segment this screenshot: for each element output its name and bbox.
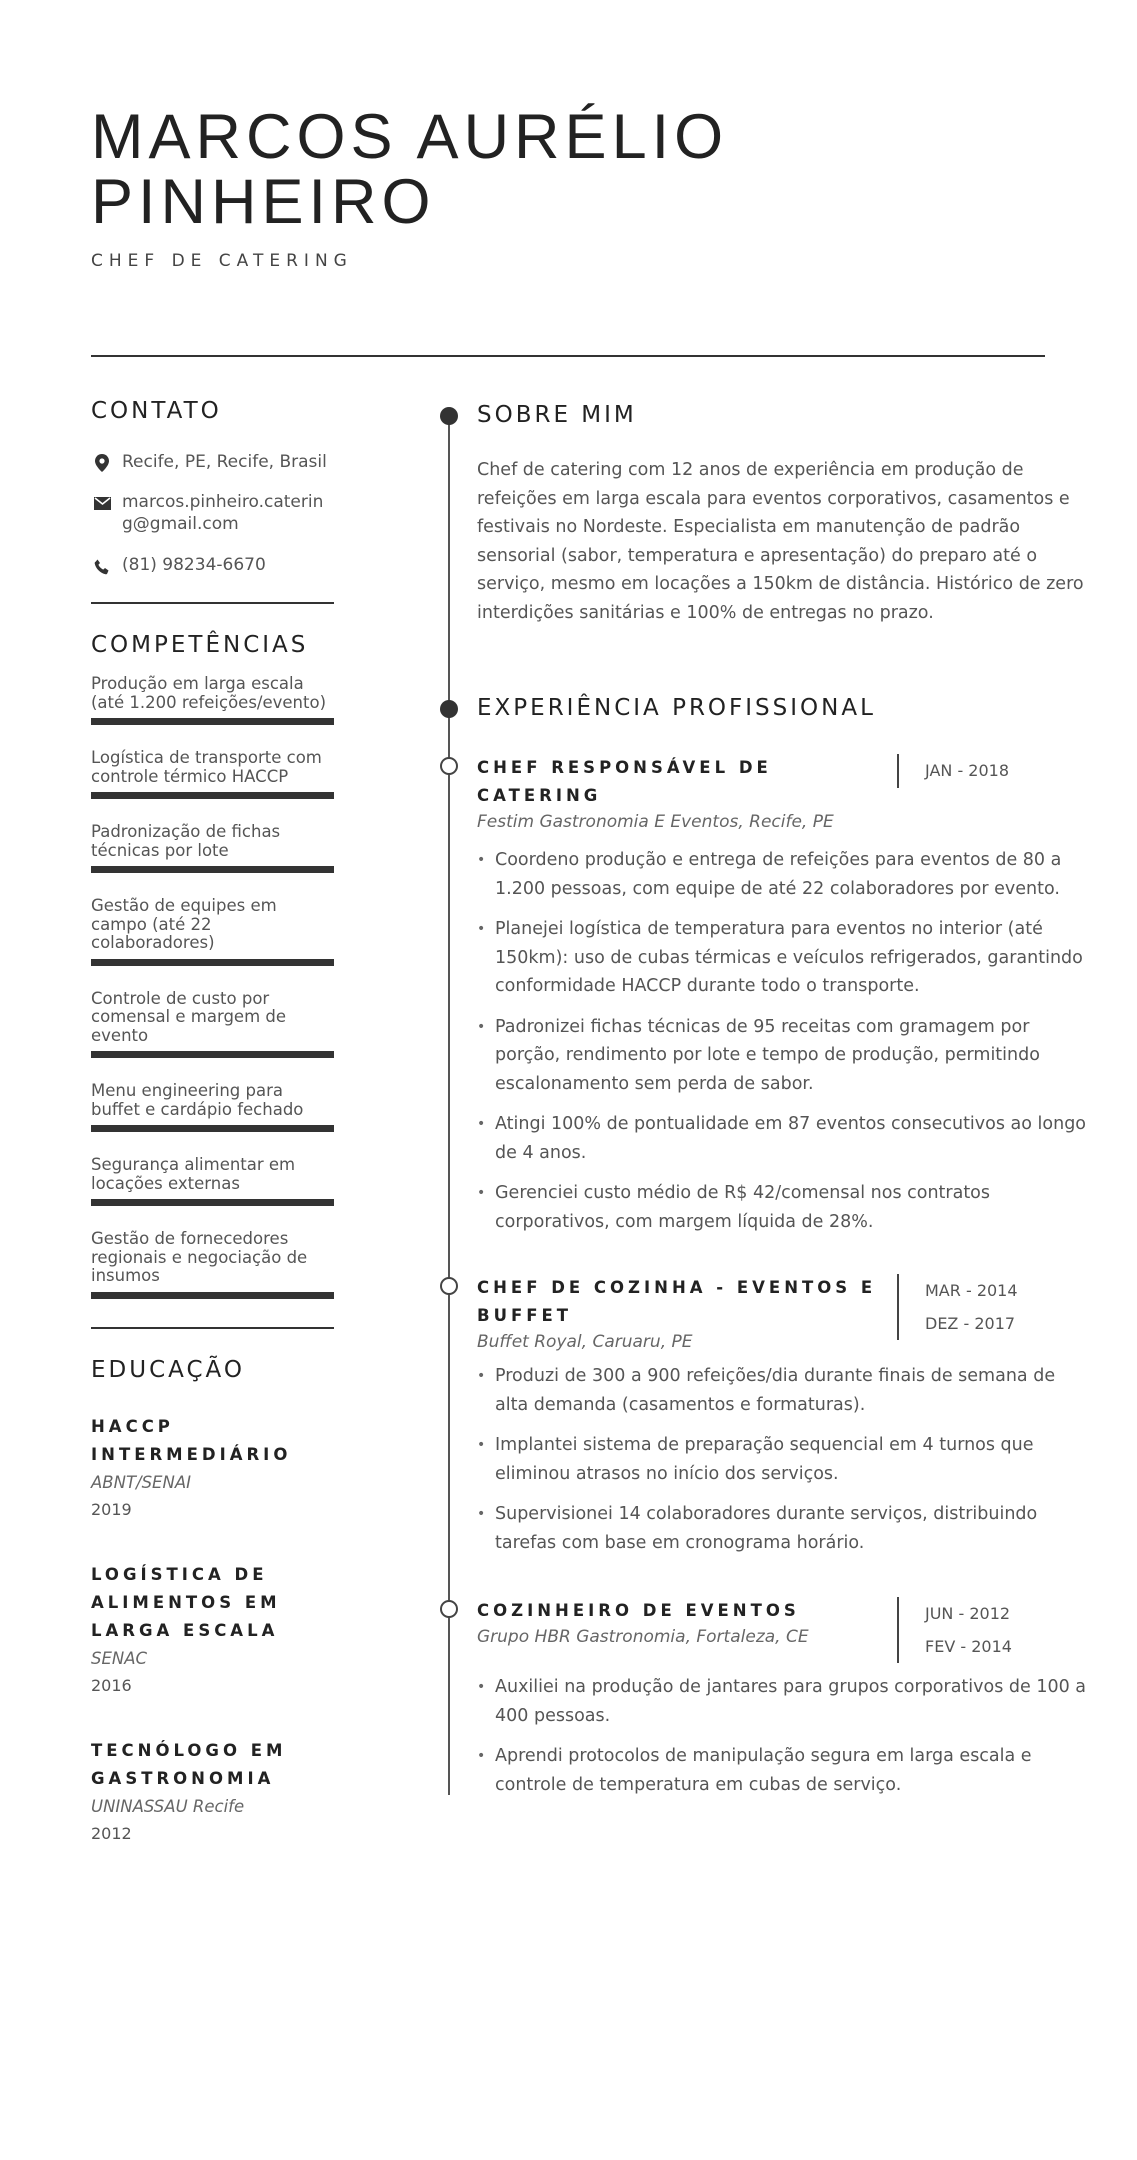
skill-item: [91, 1156, 334, 1206]
job-end: DEZ - 2017: [925, 1314, 1016, 1333]
job-entry: [477, 1274, 1087, 1569]
job-role: CHEF DE CATERING: [91, 251, 353, 271]
timeline-dot-experience: [440, 700, 458, 718]
skill-level-bar: [91, 718, 334, 725]
contact-phone-text[interactable]: (81) 98234-6670: [122, 555, 266, 575]
job-header: [477, 1274, 1087, 1352]
job-title: CHEF RESPONSÁVEL DE CATERING: [477, 758, 772, 805]
name-line-2: PINHEIRO: [91, 167, 436, 237]
job-company: Grupo HBR Gastronomia, Fortaleza, CE: [477, 1627, 809, 1647]
contact-location: [91, 451, 334, 473]
job-end: FEV - 2014: [925, 1637, 1012, 1656]
contact-location-text: Recife, PE, Recife, Brasil: [122, 452, 327, 472]
job-bullets: [477, 1362, 1087, 1557]
skill-item: [91, 897, 334, 966]
skills-list: [91, 675, 334, 1299]
skill-level-bar: [91, 1292, 334, 1299]
education-degree: TECNÓLOGO EM GASTRONOMIA: [91, 1740, 287, 1788]
skills-title: COMPETÊNCIAS: [91, 632, 309, 658]
job-header: [477, 754, 1087, 832]
skill-level-bar: [91, 1199, 334, 1206]
skill-label: Gestão de equipes em campo (até 22 colaboradores): [91, 896, 277, 952]
education-institution: ABNT/SENAI: [91, 1472, 191, 1492]
contact-email[interactable]: [91, 491, 334, 535]
contact-title: CONTATO: [91, 398, 222, 424]
job-bullet: • Gerenciei custo médio de R$ 42/comensal nos contratos corporativos, com margem líquida de 28%.: [477, 1179, 1087, 1236]
education-year: 2016: [91, 1675, 132, 1695]
name-line-1: MARCOS AURÉLIO: [91, 102, 729, 172]
phone-icon: [91, 554, 113, 575]
job-dates: [897, 1274, 1018, 1340]
job-company: Buffet Royal, Caruaru, PE: [477, 1332, 693, 1352]
job-start: JUN - 2012: [925, 1604, 1011, 1623]
skill-item: [91, 990, 334, 1059]
skill-label: Logística de transporte com controle térmico HACCP: [91, 748, 322, 786]
skill-level-bar: [91, 959, 334, 966]
job-start: JAN - 2018: [925, 761, 1010, 780]
about-title: SOBRE MIM: [477, 402, 637, 428]
contact-email-text[interactable]: marcos.pinheiro.catering@gmail.com: [122, 492, 324, 534]
left-column: [91, 398, 334, 1843]
skill-label: Controle de custo por comensal e margem de evento: [91, 988, 287, 1045]
skill-level-bar: [91, 1125, 334, 1132]
map-pin-icon: [91, 451, 113, 472]
job-bullet: • Produzi de 300 a 900 refeições/dia durante finais de semana de alta demanda (casamentos e formaturas).: [477, 1362, 1087, 1419]
job-heading: [477, 1597, 877, 1663]
job-start: MAR - 2014: [925, 1281, 1018, 1300]
job-bullet: • Implantei sistema de preparação sequencial em 4 turnos que eliminou atrasos no início dos serviços.: [477, 1431, 1087, 1488]
skill-label: Produção em larga escala (até 1.200 refeições/evento): [91, 674, 327, 712]
job-bullet: • Auxiliei na produção de jantares para grupos corporativos de 100 a 400 pessoas.: [477, 1673, 1087, 1730]
job-header: [477, 1597, 1087, 1663]
job-entry: [477, 754, 1087, 1248]
skill-item: [91, 1230, 334, 1299]
skill-label: Menu engineering para buffet e cardápio fechado: [91, 1081, 304, 1119]
education-item: [91, 1737, 334, 1843]
header-divider: [91, 355, 1045, 357]
education-degree: HACCP INTERMEDIÁRIO: [91, 1416, 292, 1464]
education-year: 2019: [91, 1499, 132, 1519]
job-title: CHEF DE COZINHA - EVENTOS E BUFFET: [477, 1278, 877, 1325]
job-company: Festim Gastronomia E Eventos, Recife, PE: [477, 812, 834, 832]
job-bullet: • Atingi 100% de pontualidade em 87 eventos consecutivos ao longo de 4 anos.: [477, 1110, 1087, 1167]
skill-label: Segurança alimentar em locações externas: [91, 1155, 296, 1193]
education-degree: LOGÍSTICA DE ALIMENTOS EM LARGA ESCALA: [91, 1564, 281, 1640]
job-dates: [897, 754, 1009, 788]
about-section: [477, 402, 1087, 627]
skill-label: Gestão de fornecedores regionais e negociação de insumos: [91, 1229, 308, 1285]
skill-item: [91, 823, 334, 873]
skill-level-bar: [91, 1051, 334, 1058]
education-item: [91, 1413, 334, 1519]
education-item: [91, 1561, 334, 1695]
job-bullets: [477, 1673, 1087, 1799]
job-entry: [477, 1597, 1087, 1811]
contact-divider: [91, 602, 334, 604]
job-bullet: • Coordeno produção e entrega de refeições para eventos de 80 a 1.200 pessoas, com equipe de até 22 colaboradores por evento.: [477, 846, 1087, 903]
skill-item: [91, 749, 334, 799]
skills-divider: [91, 1327, 334, 1329]
about-text: Chef de catering com 12 anos de experiência em produção de refeições em larga escala para eventos corporativos, casamentos e festivais no Nordeste. Especialista em manutenção de padrão sensorial (sabor, temperatura e apresentação) do preparo até o serviço, mesmo em locações a 150km de distância. Histórico de zero interdições sanitárias e 100% de entregas no prazo.: [477, 460, 1084, 623]
timeline-line: [448, 415, 450, 1795]
job-bullets: [477, 846, 1087, 1236]
education-institution: SENAC: [91, 1648, 148, 1668]
education-title: EDUCAÇÃO: [91, 1356, 245, 1383]
contact-phone[interactable]: [91, 554, 334, 576]
skill-level-bar: [91, 792, 334, 799]
education-institution: UNINASSAU Recife: [91, 1796, 245, 1816]
job-title: COZINHEIRO DE EVENTOS: [477, 1601, 800, 1620]
candidate-name: [91, 102, 891, 237]
timeline-dot-job: [440, 757, 458, 775]
job-bullet: • Padronizei fichas técnicas de 95 receitas com gramagem por porção, rendimento por lote e tempo de produção, permitindo escalonamento sem perda de sabor.: [477, 1013, 1087, 1099]
envelope-icon: [91, 491, 113, 510]
timeline-dot-about: [440, 407, 458, 425]
job-bullet: • Supervisionei 14 colaboradores durante serviços, distribuindo tarefas com base em cronograma horário.: [477, 1500, 1087, 1557]
job-heading: [477, 1274, 877, 1352]
experience-title-text: EXPERIÊNCIA PROFISSIONAL: [477, 695, 876, 721]
job-heading: [477, 754, 897, 832]
skill-item: [91, 1082, 334, 1132]
timeline-dot-job: [440, 1277, 458, 1295]
timeline-dot-job: [440, 1600, 458, 1618]
skill-level-bar: [91, 866, 334, 873]
job-bullet: • Planejei logística de temperatura para eventos no interior (até 150km): uso de cubas térmicas e veículos refrigerados, garantindo conformidade HACCP durante todo o transporte.: [477, 915, 1087, 1001]
job-dates: [897, 1597, 1012, 1663]
education-year: 2012: [91, 1823, 132, 1843]
skill-label: Padronização de fichas técnicas por lote: [91, 822, 281, 860]
job-bullet: • Aprendi protocolos de manipulação segura em larga escala e controle de temperatura em cubas de serviço.: [477, 1742, 1087, 1799]
skill-item: [91, 675, 334, 725]
